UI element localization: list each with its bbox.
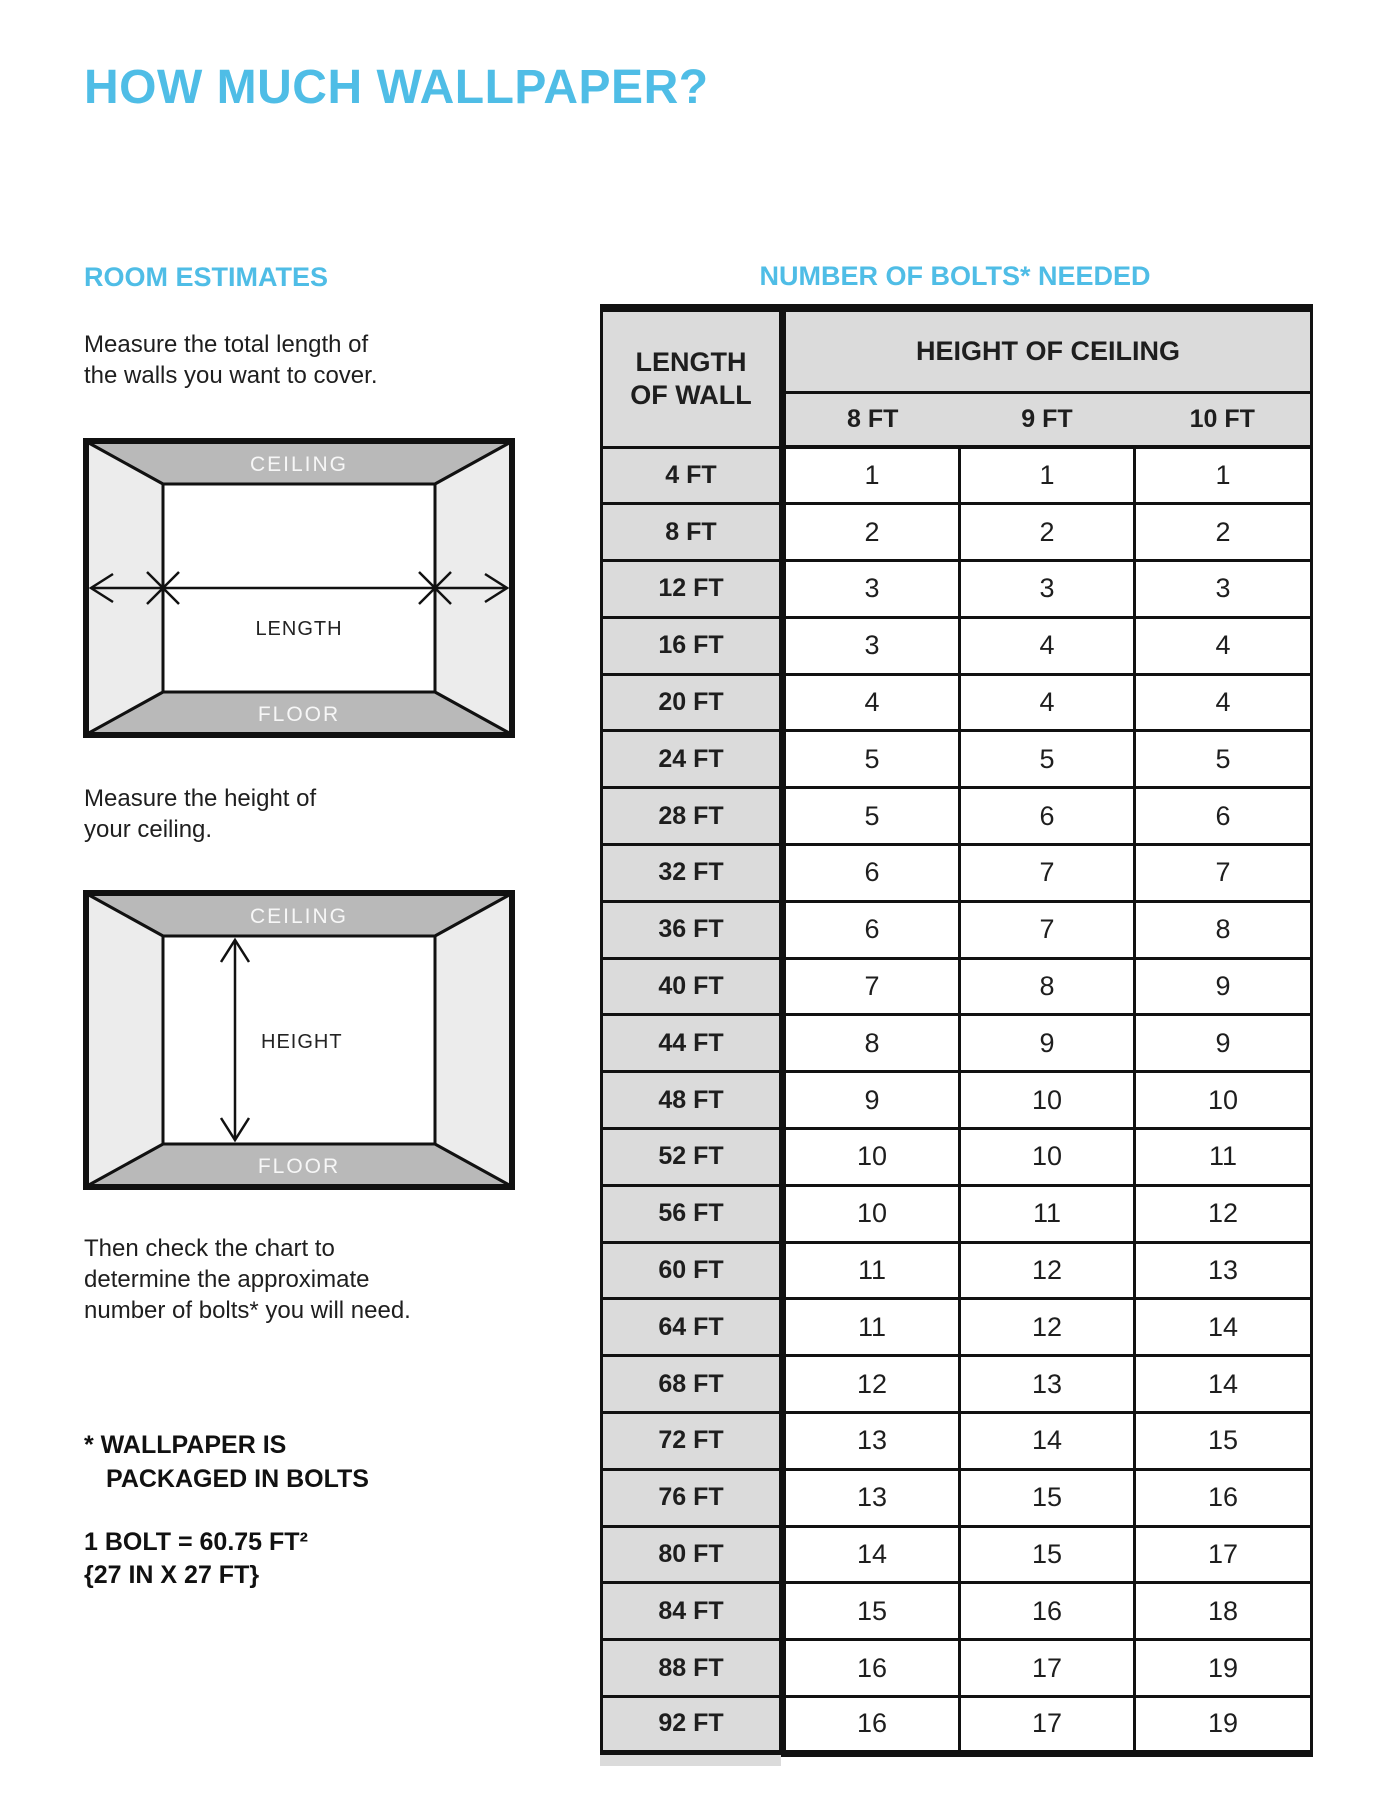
table-row: [602, 504, 1312, 561]
wall-length-cell: 92 FT: [602, 1697, 783, 1754]
instruction-line: Measure the total length of: [84, 331, 369, 358]
bolt-count-cell: 7: [783, 958, 960, 1015]
bolt-count-cell: 8: [960, 958, 1135, 1015]
bolt-count-cell: 4: [783, 674, 960, 731]
bolt-info-line: 1 BOLT = 60.75 FT²: [84, 1528, 308, 1556]
right-wall: [435, 894, 511, 1186]
ceiling-label: CEILING: [249, 905, 349, 928]
room-length-diagram: [83, 438, 515, 738]
bolts-footnote: [84, 1428, 369, 1496]
bolt-count-cell: 10: [783, 1129, 960, 1186]
bolt-count-cell: 11: [783, 1242, 960, 1299]
bolt-count-cell: 15: [1135, 1413, 1312, 1470]
bolt-count-cell: 4: [1135, 617, 1312, 674]
bolt-count-cell: 19: [1135, 1697, 1312, 1754]
bolt-count-cell: 3: [1135, 561, 1312, 618]
wall-length-cell: 76 FT: [602, 1469, 783, 1526]
bolt-count-cell: 3: [783, 617, 960, 674]
length-of-wall-line: OF WALL: [630, 379, 752, 410]
bolt-count-cell: 7: [960, 845, 1135, 902]
bolt-count-cell: 4: [960, 617, 1135, 674]
bolt-count-cell: 14: [1135, 1299, 1312, 1356]
bolt-count-cell: 14: [960, 1413, 1135, 1470]
bolt-count-cell: 4: [1135, 674, 1312, 731]
bolt-info-line: {27 IN X 27 FT}: [84, 1561, 260, 1589]
wall-length-cell: 32 FT: [602, 845, 783, 902]
wall-length-cell: 88 FT: [602, 1640, 783, 1697]
table-row: [602, 1583, 1312, 1640]
bolt-count-cell: 10: [783, 1185, 960, 1242]
bolt-count-cell: 8: [1135, 901, 1312, 958]
bolt-count-cell: 11: [1135, 1129, 1312, 1186]
instruction-line: determine the approximate: [84, 1266, 370, 1293]
bolt-count-cell: 13: [960, 1356, 1135, 1413]
length-of-wall-header: [602, 308, 783, 447]
wall-length-cell: 52 FT: [602, 1129, 783, 1186]
bolt-count-cell: 15: [783, 1583, 960, 1640]
bolt-count-cell: 13: [1135, 1242, 1312, 1299]
length-label: LENGTH: [255, 618, 343, 640]
instruction-line: Measure the height of: [84, 785, 317, 812]
table-header-row-1: [602, 308, 1312, 392]
table-row: [602, 674, 1312, 731]
bolt-count-cell: 6: [783, 845, 960, 902]
table-row: [602, 1469, 1312, 1526]
wall-length-cell: 80 FT: [602, 1526, 783, 1583]
bolt-count-cell: 16: [1135, 1469, 1312, 1526]
table-row: [602, 845, 1312, 902]
table-row: [602, 901, 1312, 958]
bolt-count-cell: 11: [783, 1299, 960, 1356]
table-title-wrap: [600, 261, 1310, 292]
bolt-count-cell: 16: [960, 1583, 1135, 1640]
wall-length-cell: 24 FT: [602, 731, 783, 788]
height-of-ceiling-header: HEIGHT OF CEILING: [783, 308, 1312, 392]
wall-length-cell: 68 FT: [602, 1356, 783, 1413]
bolts-needed-table: [600, 304, 1313, 1757]
table-row: [602, 788, 1312, 845]
footnote-line: PACKAGED IN BOLTS: [106, 1465, 369, 1493]
bolt-count-cell: 1: [783, 447, 960, 504]
instruction-line: the walls you want to cover.: [84, 362, 378, 389]
bolt-count-cell: 16: [783, 1640, 960, 1697]
bolt-count-cell: 1: [1135, 447, 1312, 504]
bolt-count-cell: 1: [960, 447, 1135, 504]
table-row: [602, 1526, 1312, 1583]
bolt-count-cell: 8: [783, 1015, 960, 1072]
wall-length-cell: 64 FT: [602, 1299, 783, 1356]
bolt-count-cell: 7: [960, 901, 1135, 958]
ceiling-10ft-header: 10 FT: [1135, 392, 1312, 447]
bolt-count-cell: 17: [960, 1697, 1135, 1754]
table-row: [602, 1185, 1312, 1242]
bolt-count-cell: 10: [960, 1072, 1135, 1129]
height-label: HEIGHT: [261, 1031, 343, 1053]
table-row: [602, 617, 1312, 674]
bolt-count-cell: 15: [960, 1469, 1135, 1526]
ceiling-label: CEILING: [249, 453, 349, 476]
table-footer-strip: [600, 1755, 781, 1766]
wall-length-cell: 60 FT: [602, 1242, 783, 1299]
bolt-count-cell: 16: [783, 1697, 960, 1754]
instruction-measure-length: [84, 329, 377, 391]
wall-length-cell: 48 FT: [602, 1072, 783, 1129]
bolt-count-cell: 5: [960, 731, 1135, 788]
table-row: [602, 731, 1312, 788]
bolt-count-cell: 5: [783, 788, 960, 845]
bolt-count-cell: 6: [960, 788, 1135, 845]
floor-label: FLOOR: [257, 1155, 341, 1178]
table-row: [602, 958, 1312, 1015]
bolt-count-cell: 10: [1135, 1072, 1312, 1129]
table-row: [602, 447, 1312, 504]
bolt-count-cell: 4: [960, 674, 1135, 731]
ceiling-8ft-header: 8 FT: [783, 392, 960, 447]
table-row: [602, 1129, 1312, 1186]
instruction-measure-height: [84, 783, 316, 845]
wall-length-cell: 16 FT: [602, 617, 783, 674]
wall-length-cell: 40 FT: [602, 958, 783, 1015]
table-title: NUMBER OF BOLTS* NEEDED: [759, 261, 1151, 291]
length-of-wall-line: LENGTH: [635, 346, 747, 377]
table-row: [602, 1242, 1312, 1299]
bolt-size-info: [84, 1526, 308, 1592]
bolt-count-cell: 14: [783, 1526, 960, 1583]
bolt-count-cell: 6: [783, 901, 960, 958]
bolt-count-cell: 12: [960, 1299, 1135, 1356]
table-row: [602, 1072, 1312, 1129]
bolt-table-body: [602, 447, 1312, 1753]
bolt-count-cell: 3: [960, 561, 1135, 618]
bolt-count-cell: 12: [783, 1356, 960, 1413]
table-row: [602, 1697, 1312, 1754]
wall-length-cell: 36 FT: [602, 901, 783, 958]
bolt-count-cell: 10: [960, 1129, 1135, 1186]
wall-length-cell: 56 FT: [602, 1185, 783, 1242]
bolt-count-cell: 13: [783, 1413, 960, 1470]
wall-length-cell: 8 FT: [602, 504, 783, 561]
bolt-count-cell: 5: [783, 731, 960, 788]
bolt-count-cell: 9: [783, 1072, 960, 1129]
bolt-count-cell: 17: [1135, 1526, 1312, 1583]
wall-length-cell: 20 FT: [602, 674, 783, 731]
wall-length-cell: 4 FT: [602, 447, 783, 504]
table-row: [602, 1015, 1312, 1072]
bolt-count-cell: 9: [1135, 1015, 1312, 1072]
table-row: [602, 1640, 1312, 1697]
bolt-count-cell: 2: [783, 504, 960, 561]
page-title: HOW MUCH WALLPAPER?: [84, 61, 709, 114]
instruction-line: Then check the chart to: [84, 1235, 335, 1262]
bolt-count-cell: 12: [1135, 1185, 1312, 1242]
bolt-count-cell: 15: [960, 1526, 1135, 1583]
instruction-line: your ceiling.: [84, 816, 213, 843]
bolt-count-cell: 14: [1135, 1356, 1312, 1413]
table-row: [602, 1356, 1312, 1413]
table-row: [602, 1413, 1312, 1470]
wall-length-cell: 12 FT: [602, 561, 783, 618]
bolt-count-cell: 9: [1135, 958, 1312, 1015]
footnote-line: * WALLPAPER IS: [84, 1431, 287, 1459]
bolt-count-cell: 18: [1135, 1583, 1312, 1640]
instruction-check-chart: [84, 1233, 411, 1326]
wall-length-cell: 44 FT: [602, 1015, 783, 1072]
ceiling-9ft-header: 9 FT: [960, 392, 1135, 447]
bolt-count-cell: 13: [783, 1469, 960, 1526]
bolt-count-cell: 2: [960, 504, 1135, 561]
room-height-diagram: [83, 890, 515, 1190]
bolt-count-cell: 3: [783, 561, 960, 618]
bolt-count-cell: 9: [960, 1015, 1135, 1072]
wall-length-cell: 84 FT: [602, 1583, 783, 1640]
wall-length-cell: 28 FT: [602, 788, 783, 845]
bolt-count-cell: 17: [960, 1640, 1135, 1697]
table-row: [602, 561, 1312, 618]
bolt-count-cell: 6: [1135, 788, 1312, 845]
bolt-count-cell: 5: [1135, 731, 1312, 788]
bolt-count-cell: 12: [960, 1242, 1135, 1299]
room-estimates-heading: ROOM ESTIMATES: [84, 262, 329, 292]
bolt-count-cell: 11: [960, 1185, 1135, 1242]
instruction-line: number of bolts* you will need.: [84, 1297, 411, 1324]
wall-length-cell: 72 FT: [602, 1413, 783, 1470]
bolt-count-cell: 19: [1135, 1640, 1312, 1697]
left-wall: [87, 894, 163, 1186]
floor-label: FLOOR: [257, 703, 341, 726]
table-row: [602, 1299, 1312, 1356]
bolt-count-cell: 7: [1135, 845, 1312, 902]
bolt-count-cell: 2: [1135, 504, 1312, 561]
